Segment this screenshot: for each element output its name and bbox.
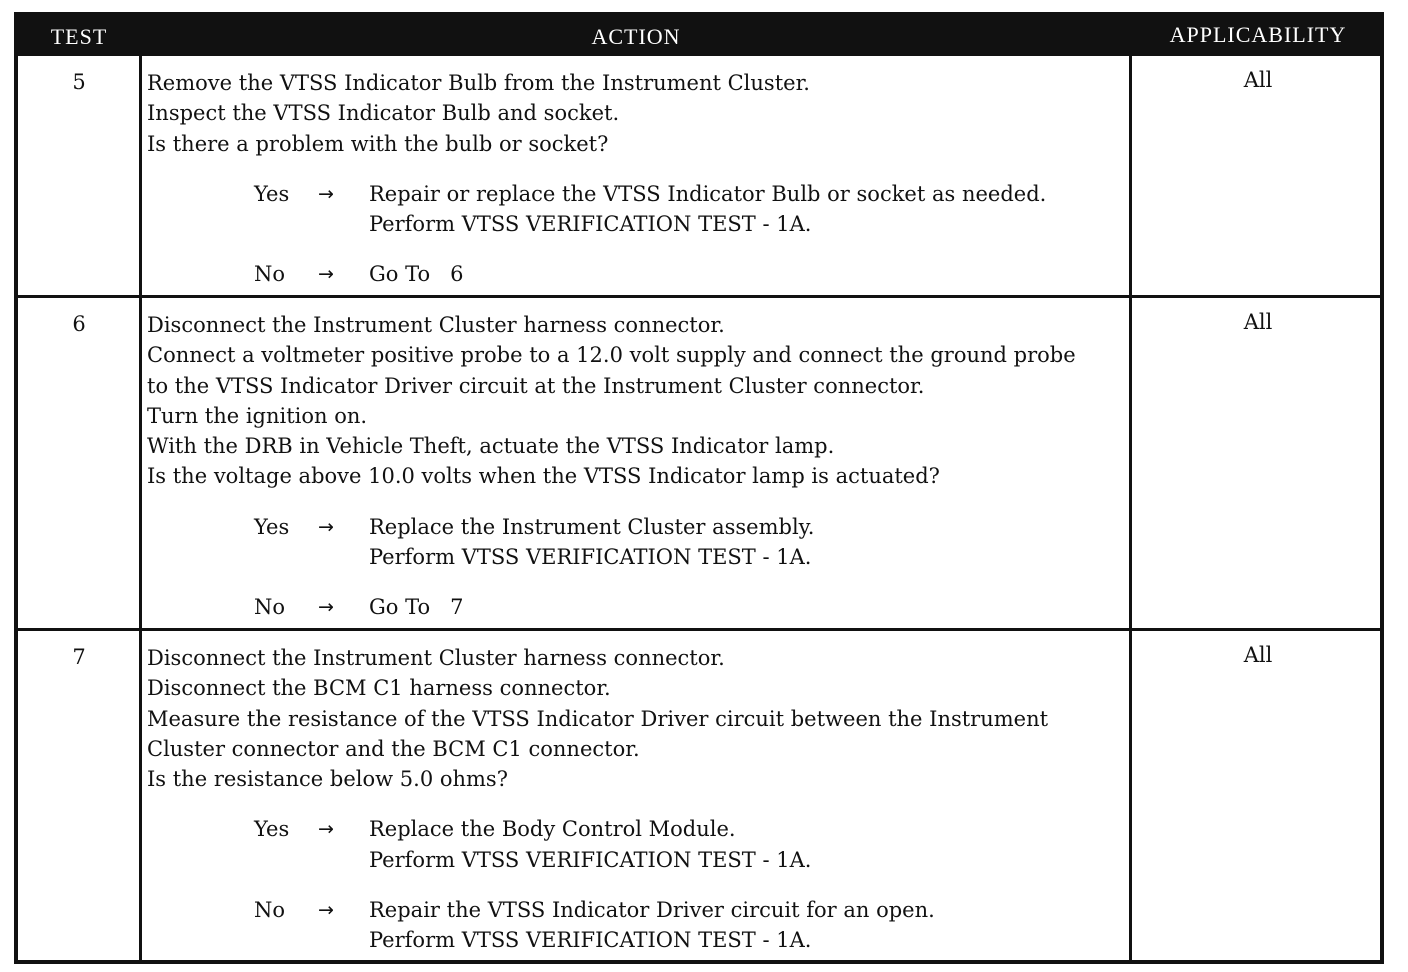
no-response — [147, 259, 1129, 289]
action-line: With the DRB in Vehicle Theft, actuate the VTSS Indicator lamp. — [147, 434, 835, 459]
header-action: ACTION — [591, 24, 681, 49]
no-text: Repair the VTSS Indicator Driver circuit for an open. — [369, 898, 935, 923]
action-line: Remove the VTSS Indicator Bulb from the Instrument Cluster. — [147, 71, 810, 95]
yes-text: Perform VTSS VERIFICATION TEST - 1A. — [369, 212, 812, 237]
yes-response — [147, 512, 1129, 573]
no-text: Go To 7 — [369, 595, 464, 620]
action-line: to the VTSS Indicator Driver circuit at the Instrument Cluster connector. — [147, 373, 925, 398]
action-line: Is the voltage above 10.0 volts when the VTSS Indicator lamp is actuated? — [147, 464, 940, 489]
action-cell — [147, 643, 1129, 956]
no-label: No — [254, 262, 286, 287]
no-label: No — [254, 898, 286, 923]
applicability-value: All — [1243, 643, 1273, 667]
action-line: Disconnect the Instrument Cluster harness connector. — [147, 646, 725, 670]
yes-label: Yes — [254, 181, 290, 206]
yes-label: Yes — [254, 514, 290, 539]
yes-response — [147, 814, 1129, 875]
table-row — [18, 56, 1380, 295]
yes-response — [147, 179, 1129, 240]
action-line: Cluster connector and the BCM C1 connector. — [147, 736, 640, 761]
arrow-right-icon: → — [318, 515, 334, 538]
action-line: Is there a problem with the bulb or socket? — [147, 131, 609, 156]
no-label: No — [254, 595, 286, 620]
arrow-right-icon: → — [318, 263, 334, 286]
test-number: 5 — [72, 70, 86, 94]
diagnostic-table — [14, 12, 1384, 964]
action-line: Is the resistance below 5.0 ohms? — [147, 767, 508, 792]
arrow-right-icon: → — [318, 818, 334, 841]
action-line: Turn the ignition on. — [147, 403, 368, 428]
action-cell — [147, 68, 1129, 290]
yes-text: Repair or replace the VTSS Indicator Bulb or socket as needed. — [369, 181, 1047, 206]
yes-label: Yes — [254, 817, 290, 842]
test-number: 6 — [72, 312, 86, 336]
action-line: Inspect the VTSS Indicator Bulb and socket. — [147, 101, 620, 126]
action-cell — [147, 310, 1129, 623]
arrow-right-icon: → — [318, 596, 334, 619]
table-row — [18, 298, 1380, 628]
yes-text: Replace the Instrument Cluster assembly. — [369, 514, 815, 539]
applicability-value: All — [1243, 68, 1273, 92]
applicability-value: All — [1243, 310, 1273, 334]
no-text: Go To 6 — [369, 262, 464, 287]
header-test: TEST — [50, 24, 108, 49]
no-text: Perform VTSS VERIFICATION TEST - 1A. — [369, 928, 812, 953]
table-header — [18, 16, 1380, 56]
action-line: Connect a voltmeter positive probe to a 12.0 volt supply and connect the ground probe — [147, 343, 1076, 368]
header-applicability: APPLICABILITY — [1169, 22, 1347, 47]
table-row — [18, 631, 1380, 961]
no-response — [147, 895, 1129, 956]
yes-text: Perform VTSS VERIFICATION TEST - 1A. — [369, 545, 812, 570]
arrow-right-icon: → — [318, 899, 334, 922]
arrow-right-icon: → — [318, 182, 334, 205]
action-line: Disconnect the BCM C1 harness connector. — [147, 676, 611, 701]
yes-text: Replace the Body Control Module. — [369, 817, 736, 842]
yes-text: Perform VTSS VERIFICATION TEST - 1A. — [369, 847, 812, 872]
no-response — [147, 592, 1129, 622]
test-number: 7 — [72, 645, 86, 669]
action-line: Disconnect the Instrument Cluster harness connector. — [147, 313, 725, 337]
action-line: Measure the resistance of the VTSS Indicator Driver circuit between the Instrument — [147, 706, 1049, 731]
